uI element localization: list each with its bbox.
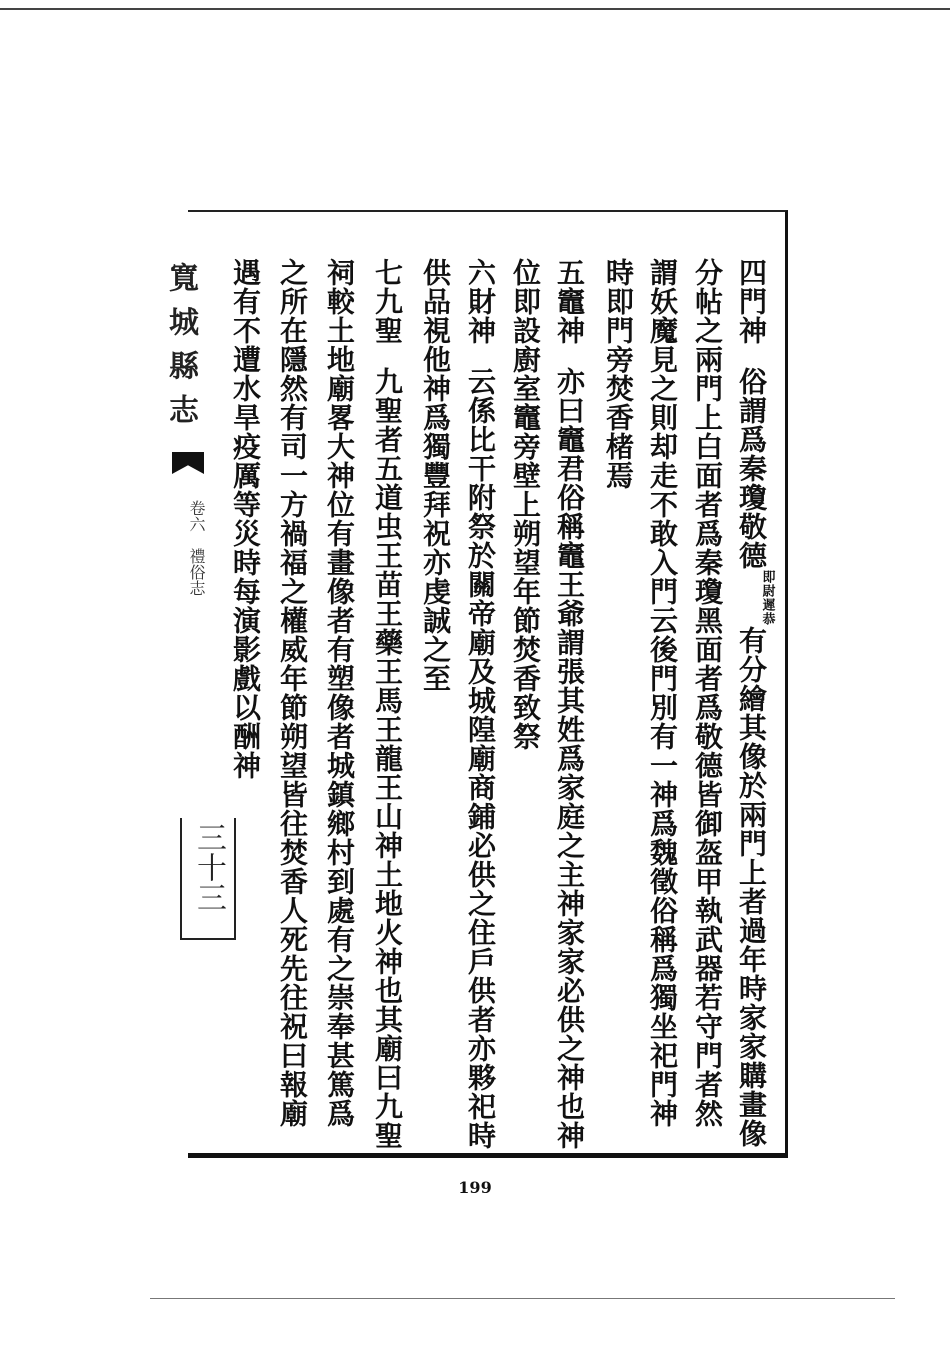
text-column-8: 供品視他神爲獨豐拜祝亦虔誠之至 — [419, 258, 452, 693]
text-column-1: 四門神俗謂爲秦瓊敬德即尉遲恭有分繪其像於兩門上者過年時家家購畫像 — [735, 258, 775, 1148]
text-column-7: 六財神云係比干附祭於關帝廟及城隍廟商鋪必供之住戶供者亦夥祀時 — [464, 258, 497, 1150]
text-column-4: 時即門旁焚香楮焉 — [602, 258, 635, 490]
text-column-12: 遇有不遭水旱疫厲等災時每演影戲以酬神 — [229, 258, 262, 780]
entry-heading: 四門神 — [735, 258, 768, 345]
text-column-11: 之所在隱然有司一方禍福之權威年節朔望皆往焚香人死先往祝曰報廟 — [276, 258, 309, 1128]
text-column-2: 分帖之兩門上白面者爲秦瓊黑面者爲敬德皆御盔甲執武器若守門者然 — [691, 258, 724, 1128]
bottom-rule — [150, 1298, 895, 1299]
text-column-6: 位即設廚室竈旁壁上朔望年節焚香致祭 — [509, 258, 542, 751]
book-title: 寬城縣志 — [163, 262, 198, 438]
text-column-10: 祠較土地廟畧大神位有畫像者有塑像者城鎮鄉村到處有之崇奉甚篤爲 — [323, 258, 356, 1128]
page-number: 199 — [458, 1178, 492, 1197]
entry-heading: 七九聖 — [371, 258, 404, 345]
entry-heading: 六財神 — [464, 258, 497, 345]
top-rule — [0, 8, 950, 10]
text-column-9: 七九聖九聖者五道虫王苗王藥王馬王龍王山神土地火神也其廟曰九聖 — [371, 258, 404, 1150]
volume-label: 卷六 禮俗志 — [187, 500, 206, 596]
text-column-3: 謂妖魔見之則却走不敢入門云後門別有一神爲魏徵俗稱爲獨坐祀門神 — [646, 258, 679, 1128]
entry-heading: 五竈神 — [553, 258, 586, 345]
text-column-5: 五竈神亦曰竈君俗稱竈王爺謂張其姓爲家庭之主神家家必供之神也神 — [553, 258, 586, 1150]
margin-page-number: 三十三 — [180, 818, 236, 940]
inline-note: 即尉遲恭 — [759, 570, 775, 626]
